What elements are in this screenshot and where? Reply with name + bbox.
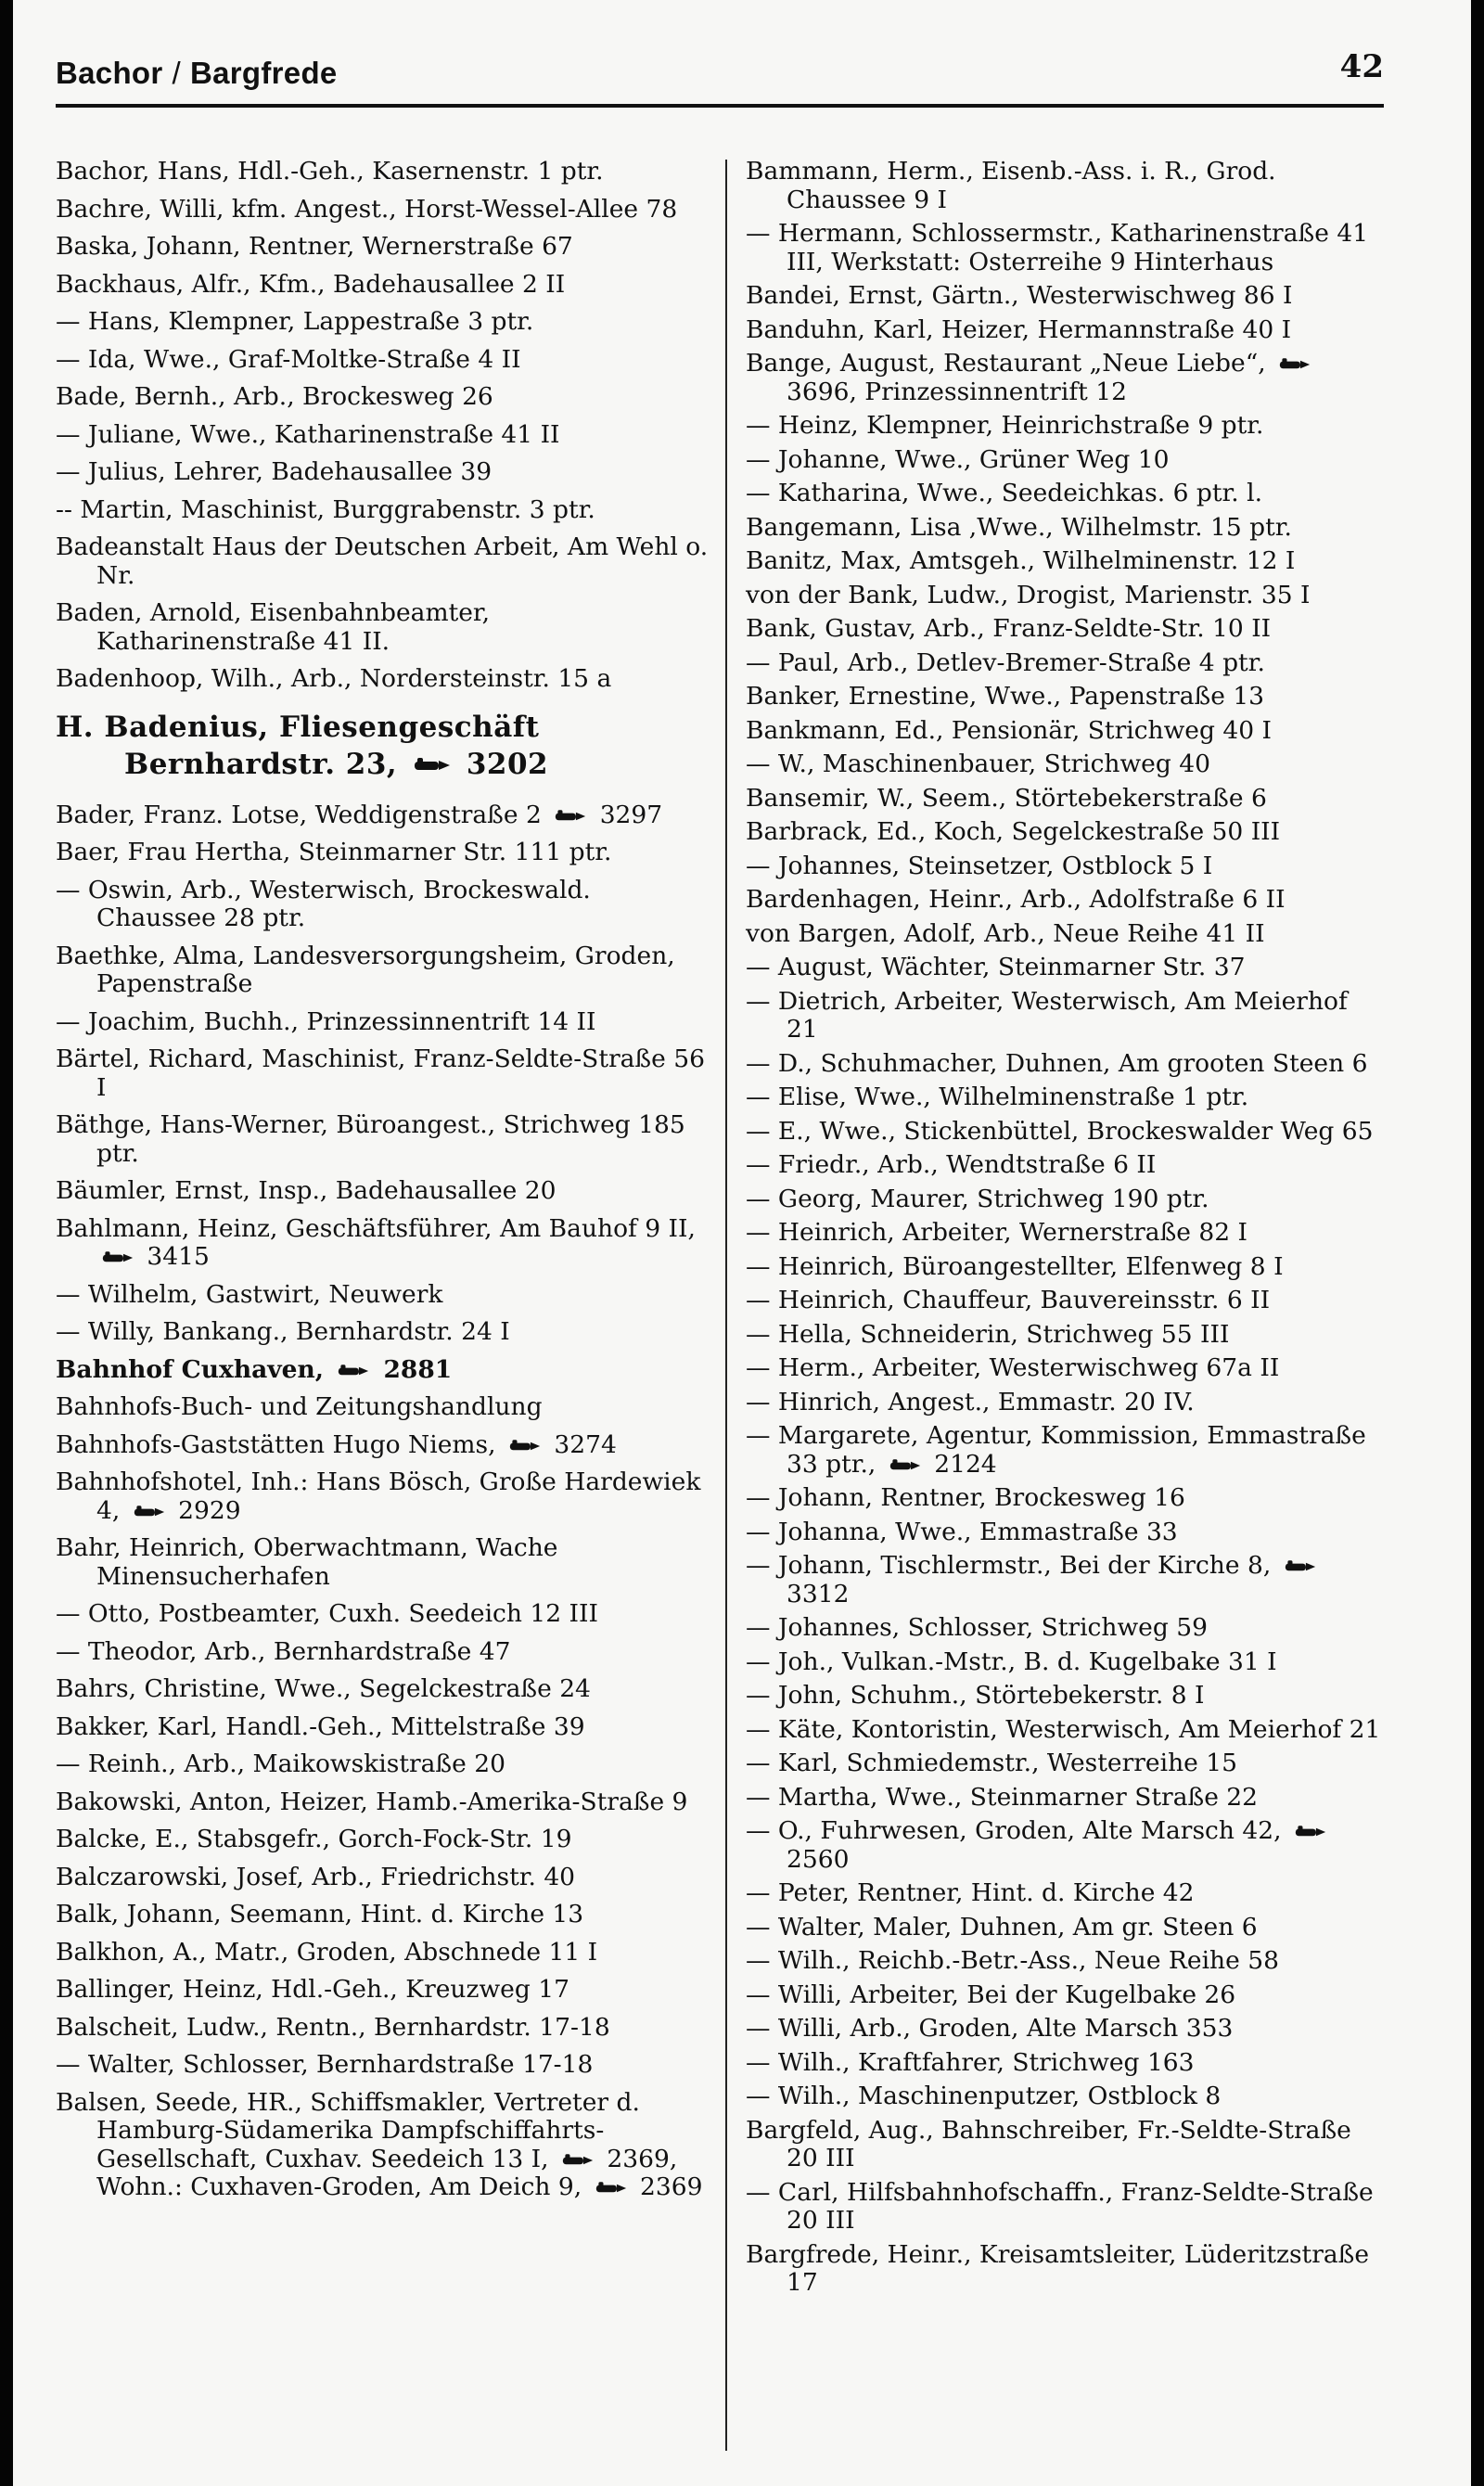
directory-entry [746, 1749, 1386, 1778]
entry-text: -- Martin, Maschinist, Burggrabenstr. 3 ptr. [56, 494, 595, 524]
entry-text: — Ida, Wwe., Graf-Moltke-Straße 4 II [56, 344, 521, 374]
directory-entry [746, 1422, 1386, 1479]
entry-text: Bäthge, Hans-Werner, Büroangest., Strichweg 185 ptr. [56, 1110, 685, 1168]
directory-entry [746, 582, 1386, 610]
directory-entry [56, 308, 712, 337]
entry-text: Bahrs, Christine, Wwe., Segelckestraße 24 [56, 1674, 591, 1703]
entry-text: Balsen, Seede, HR., Schiffsmakler, Vertreter d. Hamburg-Südamerika Dampfschiffahrts-Gesellschaft, Cuxhav. Seedeich 13 I, [56, 2087, 640, 2173]
directory-entry [56, 1431, 712, 1460]
entry-text: von der Bank, Ludw., Drogist, Marienstr. 35 I [746, 580, 1311, 609]
directory-entry [56, 665, 712, 694]
directory-entry [56, 533, 712, 590]
entry-text: Bammann, Herm., Eisenb.-Ass. i. R., Grod. Chaussee 9 I [746, 157, 1276, 214]
entry-text: — Joh., Vulkan.-Mstr., B. d. Kugelbake 31 I [746, 1647, 1277, 1676]
left-entries-top [56, 158, 712, 694]
ad-street: Bernhardstr. 23, [124, 747, 398, 781]
directory-entry [746, 2082, 1386, 2111]
directory-entry [746, 1253, 1386, 1282]
entry-text: — Johann, Tischlermstr., Bei der Kirche 8, [746, 1551, 1279, 1580]
directory-entry [56, 1675, 712, 1704]
entry-text: Bahnhof Cuxhaven, [56, 1354, 333, 1384]
directory-entry [56, 1318, 712, 1347]
entry-text: 2369, Wohn.: Cuxhaven-Groden, Am Deich 9, [96, 2144, 678, 2201]
directory-entry [56, 1600, 712, 1629]
entry-text: — Karl, Schmiedemstr., Westerreihe 15 [746, 1749, 1237, 1777]
directory-entry [56, 1750, 712, 1779]
entry-text: Bargfrede, Heinr., Kreisamtsleiter, Lüderitzstraße 17 [746, 2239, 1370, 2297]
directory-entry [746, 1083, 1386, 1112]
entry-text: Bahr, Heinrich, Oberwachtmann, Wache Minensucherhafen [56, 1533, 558, 1591]
entry-text: Baska, Johann, Rentner, Wernerstraße 67 [56, 232, 573, 261]
entry-text: — Julius, Lehrer, Badehausallee 39 [56, 457, 493, 486]
entry-text: 3415 [139, 1242, 210, 1271]
entry-text: — Walter, Maler, Duhnen, Am gr. Steen 6 [746, 1912, 1258, 1941]
telephone-icon [338, 1364, 369, 1378]
directory-entry [746, 1716, 1386, 1745]
entry-text: 3696, Prinzessinnentrift 12 [787, 377, 1127, 406]
directory-entry [746, 350, 1386, 406]
directory-entry [746, 316, 1386, 345]
entry-text: — Herm., Arbeiter, Westerwischweg 67a II [746, 1353, 1280, 1382]
telephone-icon [562, 2153, 594, 2168]
telephone-icon [414, 757, 451, 774]
telephone-icon [889, 1458, 921, 1473]
directory-entry [746, 2117, 1386, 2173]
entry-text: — Johann, Rentner, Brockesweg 16 [746, 1483, 1185, 1512]
telephone-icon [509, 1439, 541, 1454]
running-head-start: Bachor [56, 56, 163, 90]
entry-text: — Carl, Hilfsbahnhofschaffn., Franz-Seldte-Straße 20 III [746, 2177, 1374, 2235]
entry-text: Baden, Arnold, Eisenbahnbeamter, Katharinenstraße 41 II. [56, 598, 491, 656]
entry-text: — Oswin, Arb., Westerwisch, Brockeswald. Chaussee 28 ptr. [56, 875, 591, 932]
entry-text: Badeanstalt Haus der Deutschen Arbeit, Am Wehl o. Nr. [56, 532, 709, 590]
entry-text: Ballinger, Heinz, Hdl.-Geh., Kreuzweg 17 [56, 1975, 569, 2004]
entry-text: 2881 [375, 1354, 453, 1384]
directory-entry [56, 1393, 712, 1422]
entry-text: — August, Wächter, Steinmarner Str. 37 [746, 953, 1246, 981]
entry-text: Banker, Ernestine, Wwe., Papenstraße 13 [746, 682, 1265, 711]
entry-text: 3312 [787, 1579, 850, 1608]
directory-entry [56, 2089, 712, 2202]
directory-entry [746, 1879, 1386, 1908]
entry-text: Bahnhofs-Gaststätten Hugo Niems, [56, 1429, 504, 1459]
directory-entry [56, 1534, 712, 1591]
directory-entry [56, 1638, 712, 1667]
telephone-icon [555, 809, 586, 824]
directory-entry [746, 615, 1386, 644]
directory-entry [746, 446, 1386, 475]
directory-entry [56, 839, 712, 867]
directory-entry [56, 1111, 712, 1168]
entry-text: Bangemann, Lisa ,Wwe., Wilhelmstr. 15 ptr. [746, 512, 1292, 542]
page-number: 42 [1339, 48, 1384, 85]
directory-entry [746, 1914, 1386, 1942]
entry-text: — Georg, Maurer, Strichweg 190 ptr. [746, 1184, 1209, 1213]
entry-text: — Hinrich, Angest., Emmastr. 20 IV. [746, 1387, 1195, 1416]
entry-text: Banduhn, Karl, Heizer, Hermannstraße 40 I [746, 314, 1292, 344]
entry-text: — Käte, Kontoristin, Westerwisch, Am Meierhof 21 [746, 1714, 1381, 1744]
entry-text: Bandei, Ernst, Gärtn., Westerwischweg 86 I [746, 281, 1293, 310]
directory-entry [746, 1947, 1386, 1976]
directory-entry [56, 1976, 712, 2005]
directory-entry [746, 988, 1386, 1044]
directory-entry [56, 1215, 712, 1272]
directory-entry [746, 1118, 1386, 1147]
entry-text: Bargfeld, Aug., Bahnschreiber, Fr.-Seldte-Straße 20 III [746, 2115, 1351, 2172]
entry-text: Baer, Frau Hertha, Steinmarner Str. 111 ptr. [56, 838, 612, 866]
directory-entry [56, 1008, 712, 1037]
entry-text: — Johanna, Wwe., Emmastraße 33 [746, 1517, 1178, 1546]
entry-text: — Heinrich, Büroangestellter, Elfenweg 8 I [746, 1251, 1284, 1281]
left-entries-bottom [56, 801, 712, 2202]
directory-entry [746, 480, 1386, 508]
entry-text: Balscheit, Ludw., Rentn., Bernhardstr. 17-18 [56, 2012, 610, 2042]
directory-entry [746, 886, 1386, 915]
header-rule [56, 104, 1384, 108]
right-entries [746, 158, 1386, 2298]
entry-text: 2369 [632, 2172, 703, 2201]
entry-text: — Juliane, Wwe., Katharinenstraße 41 II [56, 419, 560, 449]
entry-text: — Johanne, Wwe., Grüner Weg 10 [746, 444, 1170, 474]
directory-entry [56, 1939, 712, 1967]
entry-text: — Wilh., Reichb.-Betr.-Ass., Neue Reihe 58 [746, 1946, 1279, 1975]
entry-text: Bardenhagen, Heinr., Arb., Adolfstraße 6 II [746, 885, 1286, 914]
entry-text: — Willi, Arbeiter, Bei der Kugelbake 26 [746, 1980, 1236, 2009]
directory-entry [56, 1901, 712, 1929]
directory-entry [746, 2015, 1386, 2044]
directory-entry [746, 1151, 1386, 1180]
directory-entry [746, 1321, 1386, 1350]
entry-text: — Johannes, Steinsetzer, Ostblock 5 I [746, 851, 1213, 880]
ad-line-1: H. Badenius, Fliesengeschäft [56, 710, 540, 744]
column-divider [725, 160, 727, 2451]
directory-entry [746, 282, 1386, 311]
entry-text: Bansemir, W., Seem., Störtebekerstraße 6 [746, 783, 1267, 813]
directory-entry [746, 158, 1386, 214]
ad-phone-number: 3202 [466, 747, 549, 781]
entry-text: — Heinrich, Chauffeur, Bauvereinsstr. 6 II [746, 1286, 1271, 1314]
entry-text: — Johannes, Schlosser, Strichweg 59 [746, 1613, 1208, 1642]
entry-text: — Hella, Schneiderin, Strichweg 55 III [746, 1319, 1230, 1349]
entry-text: Balczarowski, Josef, Arb., Friedrichstr. 40 [56, 1862, 576, 1891]
entry-text: Barbrack, Ed., Koch, Segelckestraße 50 III [746, 817, 1281, 846]
entry-text: — Otto, Postbeamter, Cuxh. Seedeich 12 III [56, 1599, 598, 1628]
entry-text: 3297 [592, 800, 663, 829]
directory-entry [746, 1484, 1386, 1513]
directory-entry [746, 852, 1386, 881]
directory-entry [746, 1981, 1386, 2010]
running-head-separator: / [172, 56, 181, 90]
entry-text: Bader, Franz. Lotse, Weddigenstraße 2 [56, 800, 550, 829]
directory-entry [56, 1281, 712, 1310]
entry-text: Bahnhofshotel, Inh.: Hans Bösch, Große Hardewiek 4, [56, 1467, 701, 1525]
directory-entry [746, 1648, 1386, 1677]
entry-text: Bachre, Willi, kfm. Angest., Horst-Wessel-Allee 78 [56, 194, 678, 224]
directory-entry [56, 1826, 712, 1854]
directory-entry [56, 496, 712, 525]
directory-entry [56, 271, 712, 300]
directory-entry [746, 1682, 1386, 1711]
running-head [56, 56, 338, 91]
directory-entry [56, 346, 712, 375]
entry-text: — Margarete, Agentur, Kommission, Emmastraße 33 ptr., [746, 1421, 1366, 1479]
directory-entry [56, 877, 712, 933]
entry-text: — Paul, Arb., Detlev-Bremer-Straße 4 ptr. [746, 647, 1265, 677]
entry-text: — Wilh., Maschinenputzer, Ostblock 8 [746, 2082, 1222, 2110]
entry-text: — Heinrich, Arbeiter, Wernerstraße 82 I [746, 1218, 1247, 1247]
entry-text: — D., Schuhmacher, Duhnen, Am grooten Steen 6 [746, 1048, 1368, 1078]
directory-entry [56, 942, 712, 999]
entry-text: — Heinz, Klempner, Heinrichstraße 9 ptr. [746, 411, 1264, 440]
entry-text: — Theodor, Arb., Bernhardstraße 47 [56, 1636, 511, 1666]
entry-text: — Martha, Wwe., Steinmarner Straße 22 [746, 1782, 1259, 1812]
entry-text: — Hans, Klempner, Lappestraße 3 ptr. [56, 307, 534, 336]
entry-text: 2124 [926, 1449, 997, 1479]
entry-text: — Walter, Schlosser, Bernhardstraße 17-18 [56, 2050, 594, 2079]
directory-entry [746, 547, 1386, 576]
entry-text: Backhaus, Alfr., Kfm., Badehausallee 2 II [56, 269, 566, 299]
entry-text: — Joachim, Buchh., Prinzessinnentrift 14 II [56, 1006, 596, 1036]
directory-entry [56, 801, 712, 830]
telephone-icon [1295, 1825, 1326, 1839]
directory-entry [746, 220, 1386, 276]
directory-entry [746, 1519, 1386, 1547]
directory-entry [746, 818, 1386, 847]
directory-entry [56, 1356, 712, 1385]
entry-text: — Katharina, Wwe., Seedeichkas. 6 ptr. l. [746, 479, 1263, 507]
directory-entry [746, 2241, 1386, 2298]
directory-entry [746, 1354, 1386, 1383]
entry-text: Bäumler, Ernst, Insp., Badehausallee 20 [56, 1176, 556, 1205]
entry-text: Balcke, E., Stabsgefr., Gorch-Fock-Str. 19 [56, 1825, 572, 1853]
directory-entry [746, 1552, 1386, 1608]
entry-text: — Hermann, Schlossermstr., Katharinenstraße 41 III, Werkstatt: Osterreihe 9 Hinterhaus [746, 219, 1369, 276]
directory-entry [746, 954, 1386, 982]
entry-text: Bahlmann, Heinz, Geschäftsführer, Am Bauhof 9 II, [56, 1213, 696, 1243]
directory-entry [746, 412, 1386, 441]
directory-entry [56, 1468, 712, 1525]
entry-text: von Bargen, Adolf, Arb., Neue Reihe 41 II [746, 918, 1265, 948]
entry-text: Bahnhofs-Buch- und Zeitungshandlung [56, 1392, 543, 1421]
directory-entry [746, 649, 1386, 678]
entry-text: — O., Fuhrwesen, Groden, Alte Marsch 42, [746, 1816, 1289, 1845]
entry-text: Balkhon, A., Matr., Groden, Abschnede 11 I [56, 1937, 598, 1967]
entry-text: Bank, Gustav, Arb., Franz-Seldte-Str. 10 II [746, 614, 1272, 643]
entry-text: — Dietrich, Arbeiter, Westerwisch, Am Meierhof 21 [746, 986, 1348, 1044]
entry-text: Baethke, Alma, Landesversorgungsheim, Groden, Papenstraße [56, 941, 675, 998]
directory-entry [746, 1185, 1386, 1214]
page-header [56, 48, 1384, 104]
running-head-end: Bargfrede [189, 56, 338, 90]
directory-page [13, 0, 1471, 2486]
directory-entry [746, 1817, 1386, 1874]
directory-entry [746, 750, 1386, 779]
directory-entry [56, 1864, 712, 1892]
directory-entry [746, 514, 1386, 543]
entry-text: — E., Wwe., Stickenbüttel, Brockeswalder Weg 65 [746, 1116, 1374, 1146]
entry-text: — John, Schuhm., Störtebekerstr. 8 I [746, 1681, 1205, 1710]
telephone-icon [134, 1505, 165, 1519]
left-column [56, 158, 712, 2211]
directory-entry [746, 717, 1386, 746]
entry-text: Bachor, Hans, Hdl.-Geh., Kasernenstr. 1 ptr. [56, 157, 604, 186]
telephone-icon [1285, 1559, 1316, 1574]
directory-entry [56, 599, 712, 656]
directory-entry [56, 2051, 712, 2080]
ad-line-2 [56, 746, 712, 783]
directory-entry [56, 1788, 712, 1817]
directory-entry [56, 1177, 712, 1206]
directory-entry [56, 158, 712, 186]
advertisement-badenius [56, 709, 712, 783]
directory-entry [56, 1713, 712, 1742]
directory-entry [746, 1389, 1386, 1417]
entry-text: — Peter, Rentner, Hint. d. Kirche 42 [746, 1878, 1195, 1907]
entry-text: — Wilhelm, Gastwirt, Neuwerk [56, 1279, 443, 1309]
entry-text: 2560 [787, 1844, 850, 1874]
directory-entry [56, 233, 712, 262]
directory-entry [746, 1287, 1386, 1315]
directory-entry [746, 2179, 1386, 2236]
entry-text: Bade, Bernh., Arb., Brockesweg 26 [56, 382, 493, 411]
directory-entry [56, 2014, 712, 2043]
entry-text: 3274 [545, 1429, 617, 1459]
entry-text: — Friedr., Arb., Wendtstraße 6 II [746, 1150, 1157, 1179]
entry-text: 2929 [170, 1495, 241, 1525]
directory-entry [746, 683, 1386, 711]
directory-entry [56, 1045, 712, 1102]
telephone-icon [595, 2181, 627, 2196]
entry-text: Banitz, Max, Amtsgeh., Wilhelminenstr. 12 I [746, 546, 1296, 575]
entry-text: Bakowski, Anton, Heizer, Hamb.-Amerika-Straße 9 [56, 1787, 688, 1816]
telephone-icon [1279, 357, 1311, 372]
entry-text: — Elise, Wwe., Wilhelminenstraße 1 ptr. [746, 1083, 1249, 1111]
directory-entry [56, 196, 712, 224]
entry-text: Bärtel, Richard, Maschinist, Franz-Seldte-Straße 56 I [56, 1044, 705, 1102]
entry-text: Badenhoop, Wilh., Arb., Nordersteinstr. 15 a [56, 664, 612, 693]
right-column [746, 158, 1386, 2303]
entry-text: — W., Maschinenbauer, Strichweg 40 [746, 750, 1210, 778]
entry-text: — Reinh., Arb., Maikowskistraße 20 [56, 1749, 505, 1778]
entry-text: Bakker, Karl, Handl.-Geh., Mittelstraße 39 [56, 1711, 585, 1741]
entry-text: — Willy, Bankang., Bernhardstr. 24 I [56, 1317, 510, 1346]
directory-entry [56, 383, 712, 412]
entry-text: — Wilh., Kraftfahrer, Strichweg 163 [746, 2047, 1195, 2077]
directory-entry [56, 421, 712, 450]
directory-entry [746, 1050, 1386, 1079]
entry-text: Bankmann, Ed., Pensionär, Strichweg 40 I [746, 715, 1272, 745]
directory-entry [746, 2049, 1386, 2078]
directory-entry [746, 785, 1386, 814]
directory-entry [746, 920, 1386, 949]
directory-entry [746, 1614, 1386, 1643]
entry-text: — Willi, Arb., Groden, Alte Marsch 353 [746, 2014, 1234, 2043]
entry-text: Balk, Johann, Seemann, Hint. d. Kirche 13 [56, 1900, 584, 1929]
telephone-icon [102, 1250, 134, 1265]
directory-entry [746, 1219, 1386, 1248]
directory-entry [746, 1784, 1386, 1813]
directory-entry [56, 458, 712, 487]
entry-text: Bange, August, Restaurant „Neue Liebe“, [746, 349, 1274, 378]
